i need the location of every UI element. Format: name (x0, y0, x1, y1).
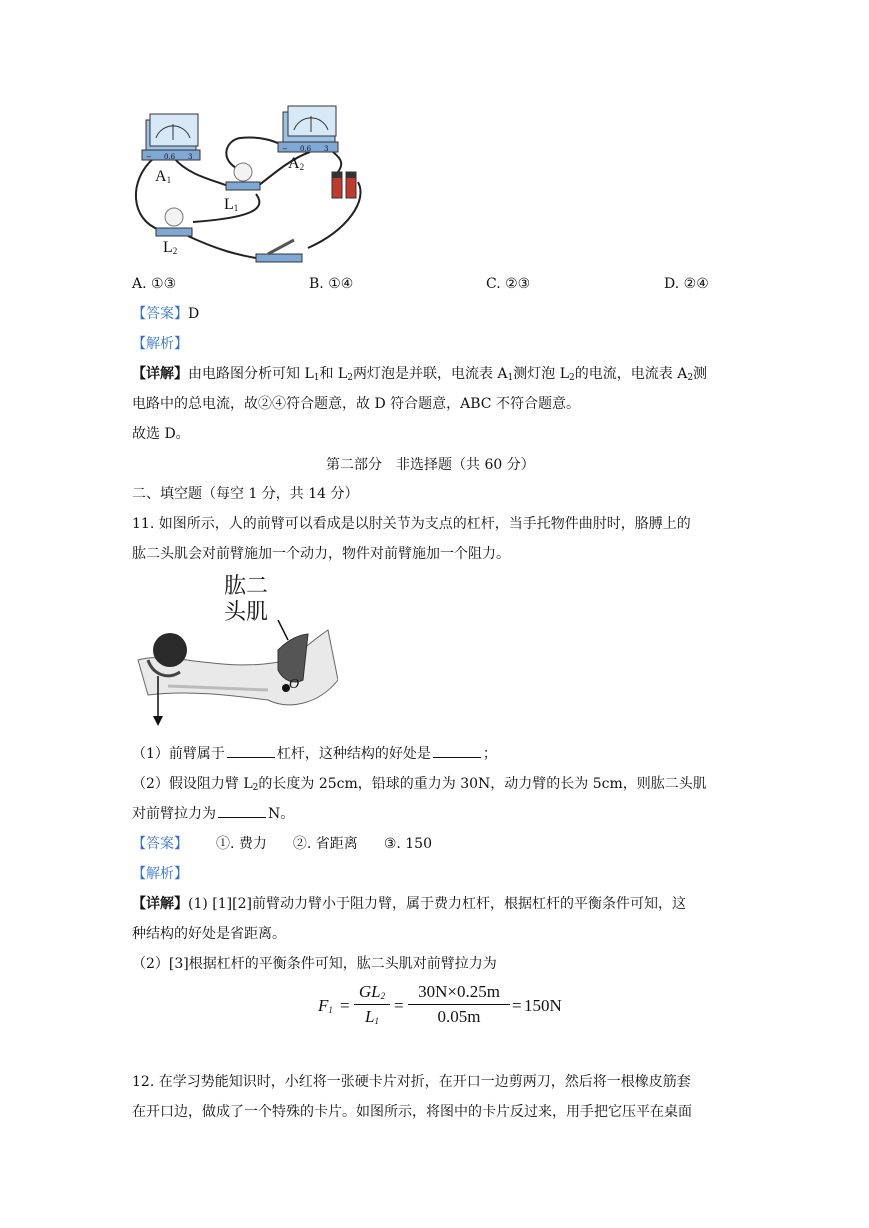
q12-line2: 在开口边，做成了一个特殊的卡片。如图所示，将图中的卡片反过来，用手把它压平在桌面 (132, 1104, 692, 1120)
option-a: A. ①③ (132, 276, 177, 292)
svg-text:−: − (146, 153, 152, 161)
section-subtitle: 二、填空题（每空 1 分，共 14 分） (132, 486, 359, 502)
svg-text:3: 3 (324, 145, 329, 153)
forearm-lever-figure (128, 620, 338, 730)
q10-analysis-tag: 【解析】 (132, 336, 188, 352)
label-l2: $L_2$ (163, 239, 178, 256)
q10-detail-line2: 电路中的总电流，故②④符合题意，故 D 符合题意，ABC 不符合题意。 (132, 396, 580, 412)
q10-answer: 【答案】D (132, 306, 200, 322)
svg-text:3: 3 (188, 153, 193, 161)
q11-analysis-tag: 【解析】 (132, 866, 188, 882)
biceps-label: 肱二 头肌 (224, 574, 269, 625)
lever-formula: $F_1$ = $GL_2$ $L_1$ = 30N×0.25m 0.05m = 150N (318, 982, 562, 1026)
blank-2[interactable] (433, 745, 481, 758)
label-a1: $A_1$ (155, 168, 172, 185)
q11-stem-line1: 11. 如图所示，人的前臂可以看成是以肘关节为支点的杠杆，当手托物件曲肘时，胳膊上的 (132, 516, 691, 532)
svg-text:0.6: 0.6 (300, 145, 312, 153)
q11-detail-line1: 【详解】(1) [1][2]前臂动力臂小于阻力臂，属于费力杠杆，根据杠杆的平衡条件可知，这 (132, 896, 686, 912)
q10-conclusion: 故选 D。 (132, 426, 190, 442)
svg-text:−: − (282, 145, 288, 153)
q11-detail-line3: （2）[3]根据杠杆的平衡条件可知，肱二头肌对前臂拉力为 (132, 956, 497, 972)
option-b: B. ①④ (309, 276, 354, 292)
pivot-point-label: O (289, 677, 300, 692)
label-l1: $L_1$ (224, 196, 239, 213)
blank-1[interactable] (227, 745, 275, 758)
option-d: D. ②④ (664, 276, 709, 292)
q11-answer: 【答案】 ①. 费力 ②. 省距离 ③. 150 (132, 836, 432, 852)
label-a2: $A_2$ (288, 155, 305, 172)
q11-sub1: （1）前臂属于 杠杆，这种结构的好处是 ； (132, 746, 497, 762)
section-title: 第二部分 非选择题（共 60 分） (326, 457, 535, 473)
q10-detail-line1: 【详解】由电路图分析可知 $L_1$和 $L_2$两灯泡是并联，电流表 $A_1$测灯泡 $L_2$的电流，电流表 $A_2$测 (132, 366, 708, 383)
q11-sub2-line1: （2）假设阻力臂 $L_2$的长度为 25cm，铅球的重力为 30N，动力臂的长为 5cm，则肱二头肌 (132, 776, 707, 793)
blank-3[interactable] (218, 805, 266, 818)
q11-stem-line2: 肱二头肌会对前臂施加一个动力，物件对前臂施加一个阻力。 (132, 546, 510, 562)
q11-detail-line2: 种结构的好处是省距离。 (132, 926, 286, 942)
q11-sub2-line2: 对前臂拉力为 N。 (132, 806, 295, 822)
option-c: C. ②③ (486, 276, 531, 292)
q12-line1: 12. 在学习势能知识时，小红将一张硬卡片对折，在开口一边剪两刀，然后将一根橡皮筋套 (132, 1074, 691, 1090)
svg-text:0.6: 0.6 (164, 153, 176, 161)
